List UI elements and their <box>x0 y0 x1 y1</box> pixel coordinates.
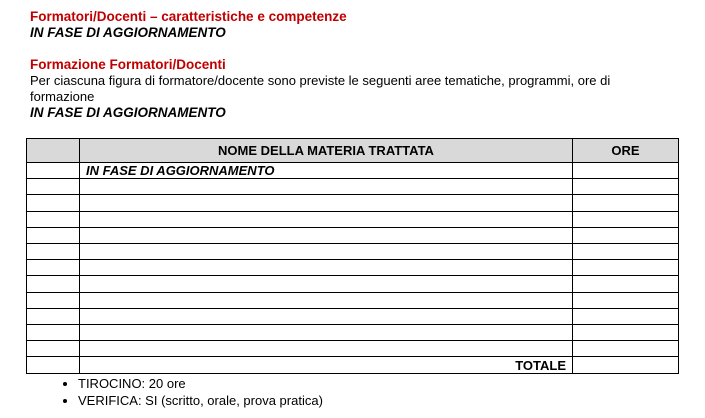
table-row <box>27 276 679 292</box>
table-cell <box>27 276 80 292</box>
table-row <box>27 179 679 195</box>
table-row <box>27 163 679 179</box>
table-cell <box>80 341 573 357</box>
table-cell <box>573 195 679 211</box>
table-cell <box>27 211 80 227</box>
table-cell <box>27 163 80 179</box>
table-cell <box>27 308 80 324</box>
table-cell <box>80 211 573 227</box>
table-row <box>27 324 679 340</box>
table-cell <box>27 324 80 340</box>
table-cell <box>27 243 80 259</box>
table-cell <box>27 341 80 357</box>
table-row <box>27 243 679 259</box>
section-status-formatori: IN FASE DI AGGIORNAMENTO <box>30 25 226 40</box>
table-cell <box>27 227 80 243</box>
table-cell <box>27 179 80 195</box>
table-row-note: IN FASE DI AGGIORNAMENTO <box>80 163 573 179</box>
table-header-row <box>27 139 679 163</box>
table-total-row <box>27 357 679 374</box>
table-cell <box>80 276 573 292</box>
header-blank <box>27 139 80 163</box>
table-cell <box>27 357 80 374</box>
header-hours: ORE <box>573 139 679 163</box>
table-cell <box>573 211 679 227</box>
table-cell <box>573 276 679 292</box>
table-cell <box>27 260 80 276</box>
total-label: TOTALE <box>80 357 573 374</box>
table-row <box>27 292 679 308</box>
table-cell <box>80 243 573 259</box>
table-cell <box>573 324 679 340</box>
table-cell <box>80 195 573 211</box>
table-cell <box>80 292 573 308</box>
table-cell <box>573 341 679 357</box>
header-subject: NOME DELLA MATERIA TRATTATA <box>80 139 573 163</box>
table-cell <box>80 260 573 276</box>
table-row <box>27 308 679 324</box>
section-description: Per ciascuna figura di formatore/docente sono previste le seguenti aree tematiche, programmi, ore di formazione <box>30 73 611 104</box>
table-cell <box>80 308 573 324</box>
table-cell <box>80 227 573 243</box>
table-cell <box>80 324 573 340</box>
table-cell <box>27 195 80 211</box>
table-cell <box>573 292 679 308</box>
table-cell <box>573 243 679 259</box>
list-item: • VERIFICA: SI (scritto, orale, prova pratica) <box>78 392 323 409</box>
section-title-formazione: Formazione Formatori/Docenti <box>30 57 226 72</box>
table-cell <box>573 227 679 243</box>
bullet-list <box>30 375 323 409</box>
table-row <box>27 260 679 276</box>
section-title-formatori: Formatori/Docenti – caratteristiche e competenze <box>30 9 347 24</box>
list-item: • TIROCINO: 20 ore <box>78 375 323 392</box>
table-cell <box>27 292 80 308</box>
table-cell <box>573 308 679 324</box>
table-cell <box>573 163 679 179</box>
table-row <box>27 341 679 357</box>
table-row <box>27 195 679 211</box>
table-row <box>27 227 679 243</box>
table-cell <box>80 179 573 195</box>
table-cell <box>573 260 679 276</box>
table-row <box>27 211 679 227</box>
table-cell <box>573 179 679 195</box>
section-status-formazione: IN FASE DI AGGIORNAMENTO <box>30 105 226 120</box>
subjects-table <box>26 138 679 374</box>
total-value <box>573 357 679 374</box>
